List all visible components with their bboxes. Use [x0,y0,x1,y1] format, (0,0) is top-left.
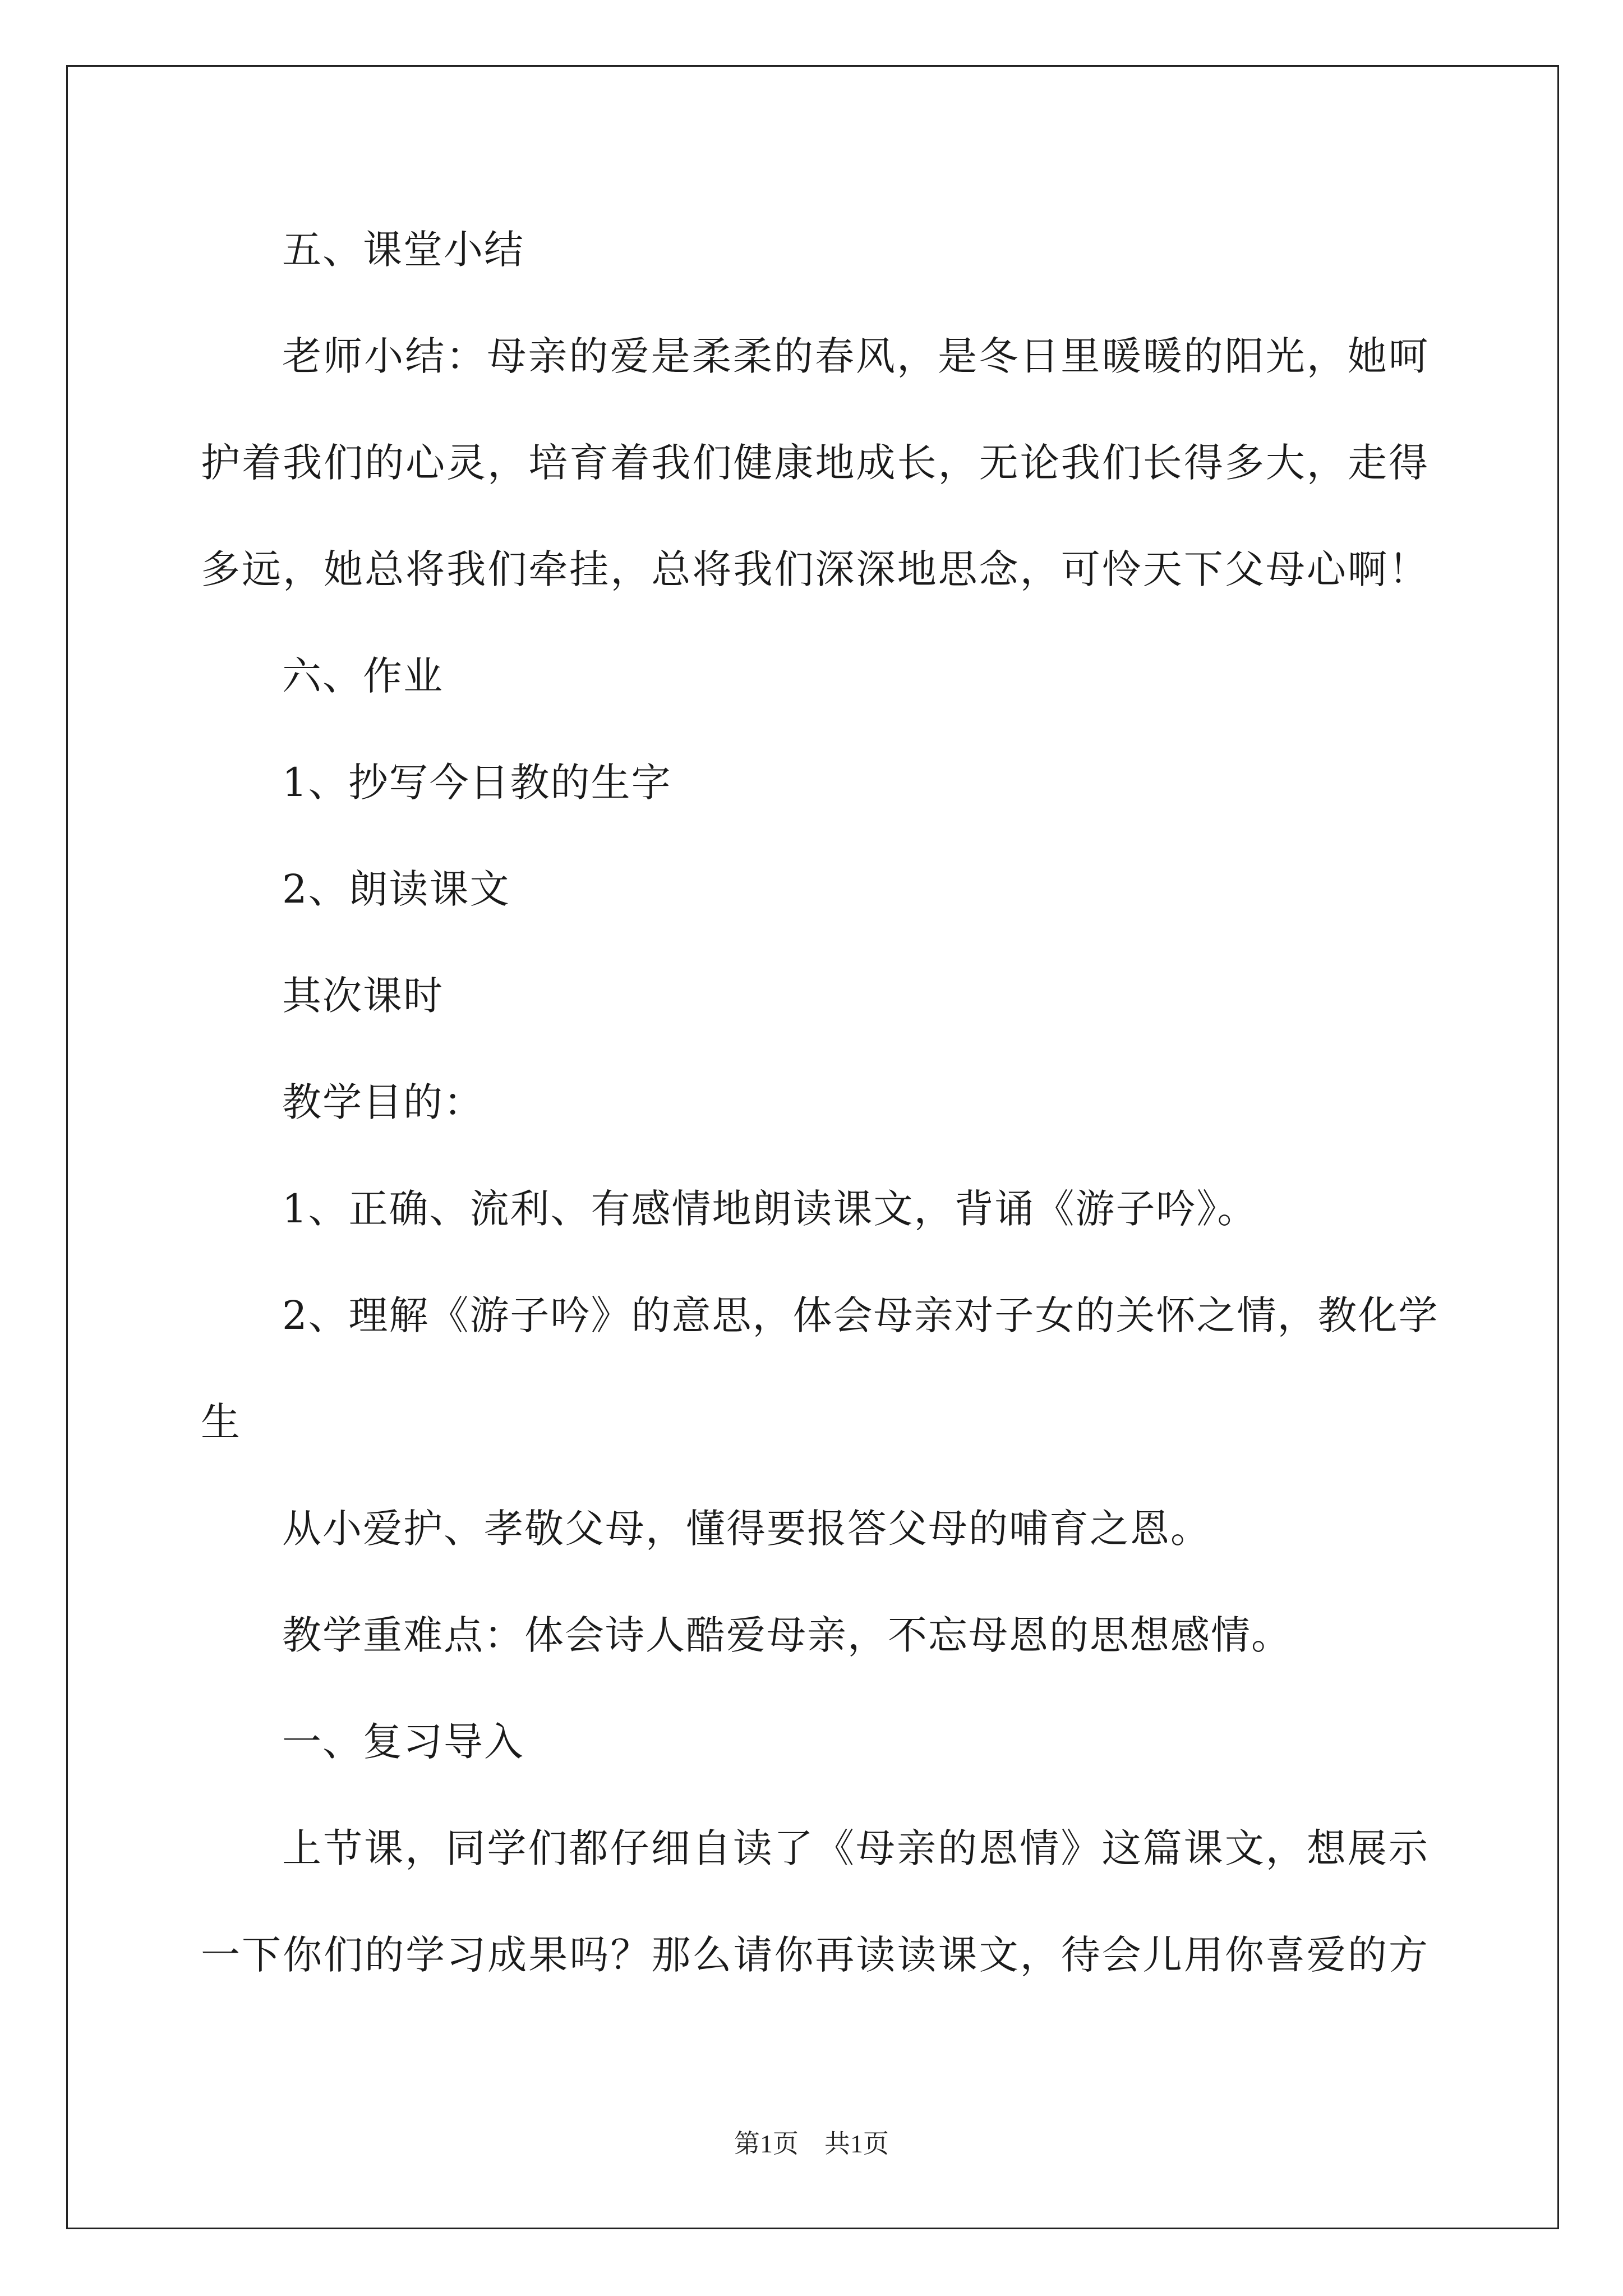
paragraph-line: 老师小结：母亲的爱是柔柔的春风，是冬日里暖暖的阳光，她呵 [282,333,1429,379]
page-number-footer: 第1页 共1页 [734,2129,889,2158]
list-item: 2、朗读课文 [282,866,510,912]
page-border [66,65,1559,2229]
paragraph-line: 生 [201,1399,241,1445]
paragraph-line: 护着我们的心灵，培育着我们健康地成长，无论我们长得多大，走得 [201,440,1429,486]
paragraph-line: 教学重难点：体会诗人酷爱母亲，不忘母恩的思想感情。 [282,1612,1292,1658]
paragraph-line: 上节课，同学们都仔细自读了《母亲的恩情》这篇课文，想展示 [282,1825,1429,1871]
list-item: 2、理解《游子吟》的意思，体会母亲对子女的关怀之情，教化学 [282,1292,1439,1338]
paragraph-line: 从小爱护、孝敬父母，懂得要报答父母的哺育之恩。 [282,1506,1211,1552]
heading-homework: 六、作业 [282,653,444,699]
paragraph-line: 多远，她总将我们牵挂，总将我们深深地思念，可怜天下父母心啊！ [201,546,1429,592]
heading-teaching-goals: 教学目的： [282,1079,484,1125]
heading-second-lesson: 其次课时 [282,973,444,1019]
list-item: 1、抄写今日教的生字 [282,760,672,806]
heading-class-summary: 五、课堂小结 [282,227,524,273]
list-item: 1、正确、流利、有感情地朗读课文，背诵《游子吟》。 [282,1186,1258,1232]
heading-review-intro: 一、复习导入 [282,1719,524,1765]
paragraph-line: 一下你们的学习成果吗？那么请你再读读课文，待会儿用你喜爱的方 [201,1932,1429,1978]
